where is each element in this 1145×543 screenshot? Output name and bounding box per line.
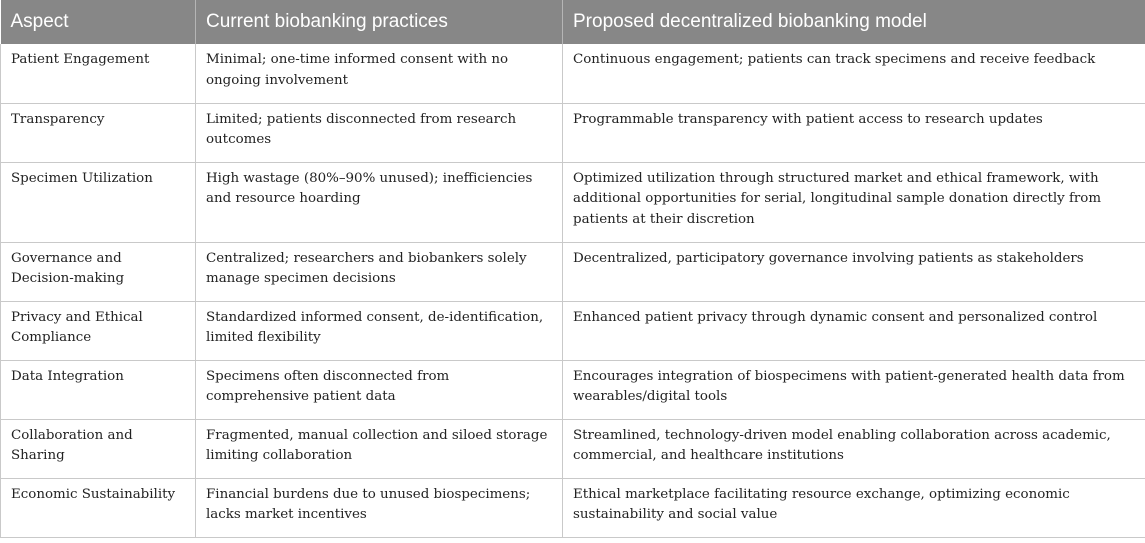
cell-aspect: Economic Sustainability xyxy=(1,478,196,537)
table-row xyxy=(1,301,1145,360)
cell-proposed: Continuous engagement; patients can track specimens and receive feedback xyxy=(563,44,1145,103)
table-header xyxy=(1,0,1145,44)
header-aspect: Aspect xyxy=(1,0,196,44)
cell-proposed: Encourages integration of biospecimens with patient-generated health data from wearables/digital tools xyxy=(563,360,1145,419)
table-row xyxy=(1,478,1145,537)
cell-proposed: Optimized utilization through structured market and ethical framework, with additional opportunities for serial, longitudinal sample donation directly from patients at their discretion xyxy=(563,162,1145,242)
table-row xyxy=(1,242,1145,301)
cell-current: Specimens often disconnected from comprehensive patient data xyxy=(196,360,563,419)
cell-proposed: Enhanced patient privacy through dynamic consent and personalized control xyxy=(563,301,1145,360)
header-current-practices: Current biobanking practices xyxy=(196,0,563,44)
cell-current: Centralized; researchers and biobankers solely manage specimen decisions xyxy=(196,242,563,301)
cell-aspect: Patient Engagement xyxy=(1,44,196,103)
table-row xyxy=(1,162,1145,242)
header-proposed-model: Proposed decentralized biobanking model xyxy=(573,11,927,32)
header-row xyxy=(1,0,1145,44)
cell-aspect: Collaboration and Sharing xyxy=(1,419,196,478)
cell-aspect: Transparency xyxy=(1,103,196,162)
table-row xyxy=(1,103,1145,162)
cell-aspect: Privacy and Ethical Compliance xyxy=(1,301,196,360)
cell-current: Minimal; one-time informed consent with no ongoing involvement xyxy=(196,44,563,103)
cell-proposed: Ethical marketplace facilitating resource exchange, optimizing economic sustainability and social value xyxy=(563,478,1145,537)
cell-proposed: Programmable transparency with patient access to research updates xyxy=(563,103,1145,162)
table-row xyxy=(1,44,1145,103)
cell-proposed: Streamlined, technology-driven model enabling collaboration across academic, commercial, and healthcare institutions xyxy=(563,419,1145,478)
cell-current: Standardized informed consent, de-identification, limited flexibility xyxy=(196,301,563,360)
cell-aspect: Specimen Utilization xyxy=(1,162,196,242)
cell-current: Fragmented, manual collection and siloed storage limiting collaboration xyxy=(196,419,563,478)
table-row xyxy=(1,419,1145,478)
table-row xyxy=(1,360,1145,419)
cell-current: Limited; patients disconnected from research outcomes xyxy=(196,103,563,162)
table-body xyxy=(1,44,1145,537)
cell-aspect: Governance and Decision-making xyxy=(1,242,196,301)
cell-current: High wastage (80%–90% unused); inefficiencies and resource hoarding xyxy=(196,162,563,242)
cell-current: Financial burdens due to unused biospecimens; lacks market incentives xyxy=(196,478,563,537)
cell-proposed: Decentralized, participatory governance involving patients as stakeholders xyxy=(563,242,1145,301)
cell-aspect: Data Integration xyxy=(1,360,196,419)
